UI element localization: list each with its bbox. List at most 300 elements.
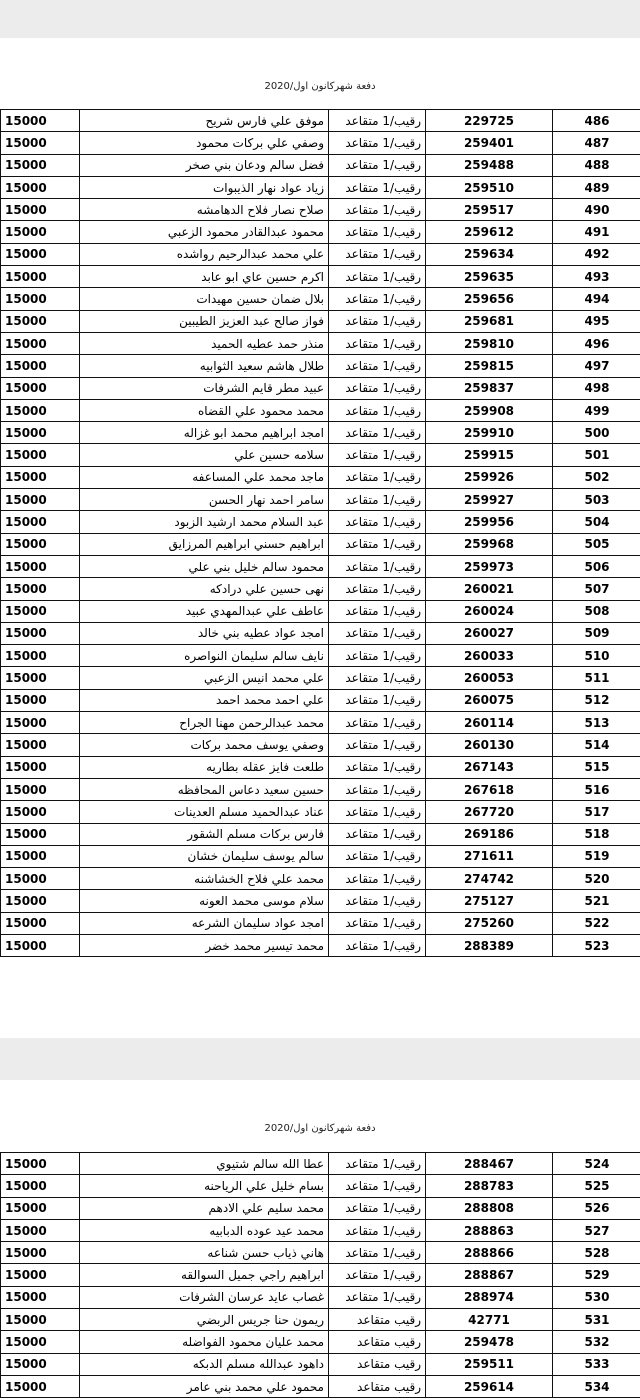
rank-cell: رقيب/1 متقاعد bbox=[329, 154, 426, 176]
table-row bbox=[1, 1353, 640, 1375]
sequence-cell: 510 bbox=[553, 645, 640, 667]
amount-cell: 15000 bbox=[1, 1309, 80, 1331]
sequence-cell: 518 bbox=[553, 823, 640, 845]
name-cell: هاني ذياب حسن شناعه bbox=[80, 1242, 329, 1264]
table-row bbox=[1, 199, 640, 221]
amount-cell: 15000 bbox=[1, 600, 80, 622]
amount-cell: 15000 bbox=[1, 533, 80, 555]
rank-cell: رقيب متقاعد bbox=[329, 1375, 426, 1397]
id-cell: 259488 bbox=[426, 154, 553, 176]
name-cell: محمود علي محمد بني عامر bbox=[80, 1375, 329, 1397]
name-cell: منذر حمد عطيه الحميد bbox=[80, 332, 329, 354]
amount-cell: 15000 bbox=[1, 689, 80, 711]
name-cell: بسام خليل علي الرياحنه bbox=[80, 1175, 329, 1197]
table-row bbox=[1, 288, 640, 310]
amount-cell: 15000 bbox=[1, 845, 80, 867]
amount-cell: 15000 bbox=[1, 934, 80, 956]
name-cell: ابراهيم حسني ابراهيم المرزايق bbox=[80, 533, 329, 555]
rank-cell: رقيب/1 متقاعد bbox=[329, 110, 426, 132]
name-cell: محمد سليم علي الادهم bbox=[80, 1197, 329, 1219]
document-page-1 bbox=[0, 38, 640, 1038]
rank-cell: رقيب/1 متقاعد bbox=[329, 310, 426, 332]
table-row bbox=[1, 600, 640, 622]
id-cell: 259956 bbox=[426, 511, 553, 533]
sequence-cell: 491 bbox=[553, 221, 640, 243]
id-cell: 259908 bbox=[426, 399, 553, 421]
id-cell: 259511 bbox=[426, 1353, 553, 1375]
name-cell: موفق علي فارس شريح bbox=[80, 110, 329, 132]
rank-cell: رقيب/1 متقاعد bbox=[329, 868, 426, 890]
id-cell: 259815 bbox=[426, 355, 553, 377]
table-row bbox=[1, 221, 640, 243]
table-row bbox=[1, 110, 640, 132]
sequence-cell: 503 bbox=[553, 489, 640, 511]
sequence-cell: 529 bbox=[553, 1264, 640, 1286]
name-cell: فواز صالح عبد العزيز الطيبين bbox=[80, 310, 329, 332]
table-row bbox=[1, 355, 640, 377]
table-row bbox=[1, 154, 640, 176]
id-cell: 259517 bbox=[426, 199, 553, 221]
table-row bbox=[1, 645, 640, 667]
rank-cell: رقيب/1 متقاعد bbox=[329, 266, 426, 288]
sequence-cell: 513 bbox=[553, 712, 640, 734]
id-cell: 259656 bbox=[426, 288, 553, 310]
amount-cell: 15000 bbox=[1, 266, 80, 288]
id-cell: 260075 bbox=[426, 689, 553, 711]
rank-cell: رقيب/1 متقاعد bbox=[329, 622, 426, 644]
rank-cell: رقيب/1 متقاعد bbox=[329, 801, 426, 823]
amount-cell: 15000 bbox=[1, 801, 80, 823]
name-cell: ريمون حنا جريس الربضي bbox=[80, 1309, 329, 1331]
amount-cell: 15000 bbox=[1, 176, 80, 198]
id-cell: 259634 bbox=[426, 243, 553, 265]
id-cell: 269186 bbox=[426, 823, 553, 845]
sequence-cell: 495 bbox=[553, 310, 640, 332]
id-cell: 288974 bbox=[426, 1286, 553, 1308]
amount-cell: 15000 bbox=[1, 466, 80, 488]
id-cell: 259614 bbox=[426, 1375, 553, 1397]
sequence-cell: 512 bbox=[553, 689, 640, 711]
page-header: دفعة شهركانون اول/2020 bbox=[0, 1123, 640, 1134]
name-cell: سلام موسى محمد العونه bbox=[80, 890, 329, 912]
amount-cell: 15000 bbox=[1, 1219, 80, 1241]
id-cell: 229725 bbox=[426, 110, 553, 132]
amount-cell: 15000 bbox=[1, 377, 80, 399]
id-cell: 259910 bbox=[426, 422, 553, 444]
rank-cell: رقيب/1 متقاعد bbox=[329, 399, 426, 421]
name-cell: فارس بركات مسلم الشقور bbox=[80, 823, 329, 845]
sequence-cell: 531 bbox=[553, 1309, 640, 1331]
name-cell: اكرم حسين عاي ابو عابد bbox=[80, 266, 329, 288]
name-cell: امجد عواد عطيه بني خالد bbox=[80, 622, 329, 644]
name-cell: محمد عيد عوده الدبابيه bbox=[80, 1219, 329, 1241]
id-cell: 275260 bbox=[426, 912, 553, 934]
amount-cell: 15000 bbox=[1, 622, 80, 644]
name-cell: داهود عبدالله مسلم الدبكه bbox=[80, 1353, 329, 1375]
table-row bbox=[1, 712, 640, 734]
sequence-cell: 526 bbox=[553, 1197, 640, 1219]
table-row bbox=[1, 689, 640, 711]
sequence-cell: 519 bbox=[553, 845, 640, 867]
table-row bbox=[1, 1242, 640, 1264]
amount-cell: 15000 bbox=[1, 890, 80, 912]
name-cell: محمود عبدالقادر محمود الزعبي bbox=[80, 221, 329, 243]
table-row bbox=[1, 332, 640, 354]
name-cell: ماجد محمد علي المساعفه bbox=[80, 466, 329, 488]
table-row bbox=[1, 778, 640, 800]
sequence-cell: 509 bbox=[553, 622, 640, 644]
table-row bbox=[1, 377, 640, 399]
id-cell: 259612 bbox=[426, 221, 553, 243]
name-cell: غصاب عايد عرسان الشرفات bbox=[80, 1286, 329, 1308]
table-row bbox=[1, 176, 640, 198]
sequence-cell: 521 bbox=[553, 890, 640, 912]
rank-cell: رقيب/1 متقاعد bbox=[329, 466, 426, 488]
id-cell: 259973 bbox=[426, 555, 553, 577]
rank-cell: رقيب/1 متقاعد bbox=[329, 489, 426, 511]
sequence-cell: 487 bbox=[553, 132, 640, 154]
table-row bbox=[1, 132, 640, 154]
id-cell: 267720 bbox=[426, 801, 553, 823]
rank-cell: رقيب/1 متقاعد bbox=[329, 1286, 426, 1308]
table-row bbox=[1, 1264, 640, 1286]
sequence-cell: 515 bbox=[553, 756, 640, 778]
name-cell: وصفي علي بركات محمود bbox=[80, 132, 329, 154]
table-row bbox=[1, 734, 640, 756]
id-cell: 260053 bbox=[426, 667, 553, 689]
sequence-cell: 530 bbox=[553, 1286, 640, 1308]
amount-cell: 15000 bbox=[1, 1153, 80, 1175]
id-cell: 288467 bbox=[426, 1153, 553, 1175]
table-row bbox=[1, 934, 640, 956]
sequence-cell: 516 bbox=[553, 778, 640, 800]
sequence-cell: 508 bbox=[553, 600, 640, 622]
sequence-cell: 523 bbox=[553, 934, 640, 956]
amount-cell: 15000 bbox=[1, 511, 80, 533]
amount-cell: 15000 bbox=[1, 288, 80, 310]
name-cell: محمود سالم خليل بني علي bbox=[80, 555, 329, 577]
name-cell: عاطف علي عبدالمهدي عبيد bbox=[80, 600, 329, 622]
amount-cell: 15000 bbox=[1, 110, 80, 132]
table-row bbox=[1, 511, 640, 533]
id-cell: 275127 bbox=[426, 890, 553, 912]
id-cell: 288863 bbox=[426, 1219, 553, 1241]
name-cell: طلال هاشم سعيد الثوابيه bbox=[80, 355, 329, 377]
payment-table bbox=[0, 1152, 640, 1398]
table-row bbox=[1, 1309, 640, 1331]
name-cell: فضل سالم ودعان بني صخر bbox=[80, 154, 329, 176]
id-cell: 259915 bbox=[426, 444, 553, 466]
amount-cell: 15000 bbox=[1, 756, 80, 778]
amount-cell: 15000 bbox=[1, 778, 80, 800]
rank-cell: رقيب/1 متقاعد bbox=[329, 377, 426, 399]
page-header: دفعة شهركانون اول/2020 bbox=[0, 81, 640, 92]
name-cell: محمد عليان محمود الفواضله bbox=[80, 1331, 329, 1353]
name-cell: سامر احمد نهار الحسن bbox=[80, 489, 329, 511]
amount-cell: 15000 bbox=[1, 444, 80, 466]
table-row bbox=[1, 801, 640, 823]
id-cell: 259401 bbox=[426, 132, 553, 154]
sequence-cell: 498 bbox=[553, 377, 640, 399]
id-cell: 259681 bbox=[426, 310, 553, 332]
amount-cell: 15000 bbox=[1, 1242, 80, 1264]
amount-cell: 15000 bbox=[1, 734, 80, 756]
sequence-cell: 486 bbox=[553, 110, 640, 132]
amount-cell: 15000 bbox=[1, 823, 80, 845]
rank-cell: رقيب متقاعد bbox=[329, 1309, 426, 1331]
id-cell: 259837 bbox=[426, 377, 553, 399]
amount-cell: 15000 bbox=[1, 912, 80, 934]
document-page-2 bbox=[0, 1080, 640, 1400]
sequence-cell: 506 bbox=[553, 555, 640, 577]
rank-cell: رقيب/1 متقاعد bbox=[329, 645, 426, 667]
sequence-cell: 528 bbox=[553, 1242, 640, 1264]
rank-cell: رقيب متقاعد bbox=[329, 1353, 426, 1375]
name-cell: حسين سعيد دعاس المحافظه bbox=[80, 778, 329, 800]
sequence-cell: 522 bbox=[553, 912, 640, 934]
sequence-cell: 492 bbox=[553, 243, 640, 265]
table-row bbox=[1, 823, 640, 845]
payment-table bbox=[0, 109, 640, 957]
rank-cell: رقيب/1 متقاعد bbox=[329, 912, 426, 934]
sequence-cell: 532 bbox=[553, 1331, 640, 1353]
table-row bbox=[1, 845, 640, 867]
amount-cell: 15000 bbox=[1, 645, 80, 667]
name-cell: وصفي يوسف محمد بركات bbox=[80, 734, 329, 756]
rank-cell: رقيب/1 متقاعد bbox=[329, 756, 426, 778]
sequence-cell: 504 bbox=[553, 511, 640, 533]
table-row bbox=[1, 489, 640, 511]
table-row bbox=[1, 422, 640, 444]
sequence-cell: 507 bbox=[553, 578, 640, 600]
sequence-cell: 489 bbox=[553, 176, 640, 198]
name-cell: ابراهيم راجي جميل السوالقه bbox=[80, 1264, 329, 1286]
table-row bbox=[1, 466, 640, 488]
id-cell: 259927 bbox=[426, 489, 553, 511]
rank-cell: رقيب/1 متقاعد bbox=[329, 712, 426, 734]
rank-cell: رقيب/1 متقاعد bbox=[329, 845, 426, 867]
amount-cell: 15000 bbox=[1, 1175, 80, 1197]
table-row bbox=[1, 912, 640, 934]
sequence-cell: 527 bbox=[553, 1219, 640, 1241]
id-cell: 42771 bbox=[426, 1309, 553, 1331]
sequence-cell: 493 bbox=[553, 266, 640, 288]
sequence-cell: 505 bbox=[553, 533, 640, 555]
amount-cell: 15000 bbox=[1, 243, 80, 265]
id-cell: 259510 bbox=[426, 176, 553, 198]
table-row bbox=[1, 667, 640, 689]
amount-cell: 15000 bbox=[1, 199, 80, 221]
sequence-cell: 501 bbox=[553, 444, 640, 466]
name-cell: عطا الله سالم شتيوي bbox=[80, 1153, 329, 1175]
id-cell: 288867 bbox=[426, 1264, 553, 1286]
table-row bbox=[1, 622, 640, 644]
id-cell: 260114 bbox=[426, 712, 553, 734]
table-row bbox=[1, 1197, 640, 1219]
id-cell: 259968 bbox=[426, 533, 553, 555]
table-row bbox=[1, 555, 640, 577]
rank-cell: رقيب/1 متقاعد bbox=[329, 890, 426, 912]
id-cell: 260021 bbox=[426, 578, 553, 600]
rank-cell: رقيب/1 متقاعد bbox=[329, 422, 426, 444]
name-cell: زياد عواد نهار الذيبوات bbox=[80, 176, 329, 198]
amount-cell: 15000 bbox=[1, 1197, 80, 1219]
name-cell: عناد عبدالحميد مسلم العدينات bbox=[80, 801, 329, 823]
table-row bbox=[1, 1286, 640, 1308]
sequence-cell: 511 bbox=[553, 667, 640, 689]
amount-cell: 15000 bbox=[1, 132, 80, 154]
id-cell: 288866 bbox=[426, 1242, 553, 1264]
rank-cell: رقيب/1 متقاعد bbox=[329, 555, 426, 577]
id-cell: 267143 bbox=[426, 756, 553, 778]
rank-cell: رقيب/1 متقاعد bbox=[329, 243, 426, 265]
name-cell: علي احمد محمد احمد bbox=[80, 689, 329, 711]
rank-cell: رقيب/1 متقاعد bbox=[329, 1175, 426, 1197]
amount-cell: 15000 bbox=[1, 712, 80, 734]
id-cell: 274742 bbox=[426, 868, 553, 890]
id-cell: 288808 bbox=[426, 1197, 553, 1219]
name-cell: امجد ابراهيم محمد ابو غزاله bbox=[80, 422, 329, 444]
amount-cell: 15000 bbox=[1, 555, 80, 577]
amount-cell: 15000 bbox=[1, 310, 80, 332]
sequence-cell: 514 bbox=[553, 734, 640, 756]
amount-cell: 15000 bbox=[1, 154, 80, 176]
table-row bbox=[1, 1175, 640, 1197]
name-cell: بلال ضمان حسين مهيدات bbox=[80, 288, 329, 310]
rank-cell: رقيب/1 متقاعد bbox=[329, 355, 426, 377]
id-cell: 267618 bbox=[426, 778, 553, 800]
name-cell: سلامه حسين علي bbox=[80, 444, 329, 466]
amount-cell: 15000 bbox=[1, 1264, 80, 1286]
name-cell: عبيد مطر قايم الشرفات bbox=[80, 377, 329, 399]
id-cell: 260033 bbox=[426, 645, 553, 667]
id-cell: 260024 bbox=[426, 600, 553, 622]
sequence-cell: 520 bbox=[553, 868, 640, 890]
sequence-cell: 517 bbox=[553, 801, 640, 823]
amount-cell: 15000 bbox=[1, 399, 80, 421]
sequence-cell: 534 bbox=[553, 1375, 640, 1397]
name-cell: محمد علي فلاح الخشاشنه bbox=[80, 868, 329, 890]
amount-cell: 15000 bbox=[1, 221, 80, 243]
table-row bbox=[1, 533, 640, 555]
sequence-cell: 490 bbox=[553, 199, 640, 221]
table-row bbox=[1, 1375, 640, 1397]
table-row bbox=[1, 399, 640, 421]
sequence-cell: 497 bbox=[553, 355, 640, 377]
amount-cell: 15000 bbox=[1, 1286, 80, 1308]
name-cell: نهى حسين علي درادكه bbox=[80, 578, 329, 600]
amount-cell: 15000 bbox=[1, 868, 80, 890]
rank-cell: رقيب/1 متقاعد bbox=[329, 1242, 426, 1264]
table-row bbox=[1, 890, 640, 912]
sequence-cell: 496 bbox=[553, 332, 640, 354]
table-row bbox=[1, 310, 640, 332]
rank-cell: رقيب/1 متقاعد bbox=[329, 176, 426, 198]
rank-cell: رقيب/1 متقاعد bbox=[329, 221, 426, 243]
id-cell: 288389 bbox=[426, 934, 553, 956]
id-cell: 259635 bbox=[426, 266, 553, 288]
name-cell: محمد تيسير محمد خضر bbox=[80, 934, 329, 956]
rank-cell: رقيب/1 متقاعد bbox=[329, 823, 426, 845]
rank-cell: رقيب/1 متقاعد bbox=[329, 511, 426, 533]
name-cell: نايف سالم سليمان النواصره bbox=[80, 645, 329, 667]
rank-cell: رقيب/1 متقاعد bbox=[329, 934, 426, 956]
rank-cell: رقيب/1 متقاعد bbox=[329, 578, 426, 600]
table-row bbox=[1, 578, 640, 600]
name-cell: علي محمد انيس الزعبي bbox=[80, 667, 329, 689]
amount-cell: 15000 bbox=[1, 667, 80, 689]
id-cell: 259810 bbox=[426, 332, 553, 354]
table-row bbox=[1, 868, 640, 890]
rank-cell: رقيب/1 متقاعد bbox=[329, 734, 426, 756]
rank-cell: رقيب متقاعد bbox=[329, 1331, 426, 1353]
amount-cell: 15000 bbox=[1, 332, 80, 354]
rank-cell: رقيب/1 متقاعد bbox=[329, 689, 426, 711]
table-row bbox=[1, 1153, 640, 1175]
name-cell: علي محمد عبدالرحيم رواشده bbox=[80, 243, 329, 265]
rank-cell: رقيب/1 متقاعد bbox=[329, 1264, 426, 1286]
rank-cell: رقيب/1 متقاعد bbox=[329, 199, 426, 221]
rank-cell: رقيب/1 متقاعد bbox=[329, 1197, 426, 1219]
id-cell: 259926 bbox=[426, 466, 553, 488]
id-cell: 271611 bbox=[426, 845, 553, 867]
table-row bbox=[1, 1219, 640, 1241]
table-row bbox=[1, 756, 640, 778]
sequence-cell: 500 bbox=[553, 422, 640, 444]
rank-cell: رقيب/1 متقاعد bbox=[329, 332, 426, 354]
sequence-cell: 533 bbox=[553, 1353, 640, 1375]
name-cell: سالم يوسف سليمان خشان bbox=[80, 845, 329, 867]
sequence-cell: 494 bbox=[553, 288, 640, 310]
amount-cell: 15000 bbox=[1, 1331, 80, 1353]
table-row bbox=[1, 1331, 640, 1353]
id-cell: 260027 bbox=[426, 622, 553, 644]
id-cell: 288783 bbox=[426, 1175, 553, 1197]
name-cell: محمد محمود علي القضاه bbox=[80, 399, 329, 421]
amount-cell: 15000 bbox=[1, 1375, 80, 1397]
rank-cell: رقيب/1 متقاعد bbox=[329, 778, 426, 800]
amount-cell: 15000 bbox=[1, 578, 80, 600]
rank-cell: رقيب/1 متقاعد bbox=[329, 444, 426, 466]
rank-cell: رقيب/1 متقاعد bbox=[329, 600, 426, 622]
sequence-cell: 524 bbox=[553, 1153, 640, 1175]
amount-cell: 15000 bbox=[1, 489, 80, 511]
amount-cell: 15000 bbox=[1, 355, 80, 377]
rank-cell: رقيب/1 متقاعد bbox=[329, 533, 426, 555]
name-cell: محمد عبدالرحمن مهنا الجراح bbox=[80, 712, 329, 734]
rank-cell: رقيب/1 متقاعد bbox=[329, 667, 426, 689]
rank-cell: رقيب/1 متقاعد bbox=[329, 288, 426, 310]
rank-cell: رقيب/1 متقاعد bbox=[329, 132, 426, 154]
rank-cell: رقيب/1 متقاعد bbox=[329, 1153, 426, 1175]
table-row bbox=[1, 243, 640, 265]
rank-cell: رقيب/1 متقاعد bbox=[329, 1219, 426, 1241]
sequence-cell: 502 bbox=[553, 466, 640, 488]
name-cell: طلعت فايز عقله بطاريه bbox=[80, 756, 329, 778]
amount-cell: 15000 bbox=[1, 1353, 80, 1375]
sequence-cell: 488 bbox=[553, 154, 640, 176]
table-row bbox=[1, 266, 640, 288]
name-cell: امجد عواد سليمان الشرعه bbox=[80, 912, 329, 934]
sequence-cell: 525 bbox=[553, 1175, 640, 1197]
name-cell: صلاح نصار فلاح الدهامشه bbox=[80, 199, 329, 221]
amount-cell: 15000 bbox=[1, 422, 80, 444]
name-cell: عبد السلام محمد ارشيد الزبود bbox=[80, 511, 329, 533]
id-cell: 260130 bbox=[426, 734, 553, 756]
id-cell: 259478 bbox=[426, 1331, 553, 1353]
sequence-cell: 499 bbox=[553, 399, 640, 421]
table-row bbox=[1, 444, 640, 466]
